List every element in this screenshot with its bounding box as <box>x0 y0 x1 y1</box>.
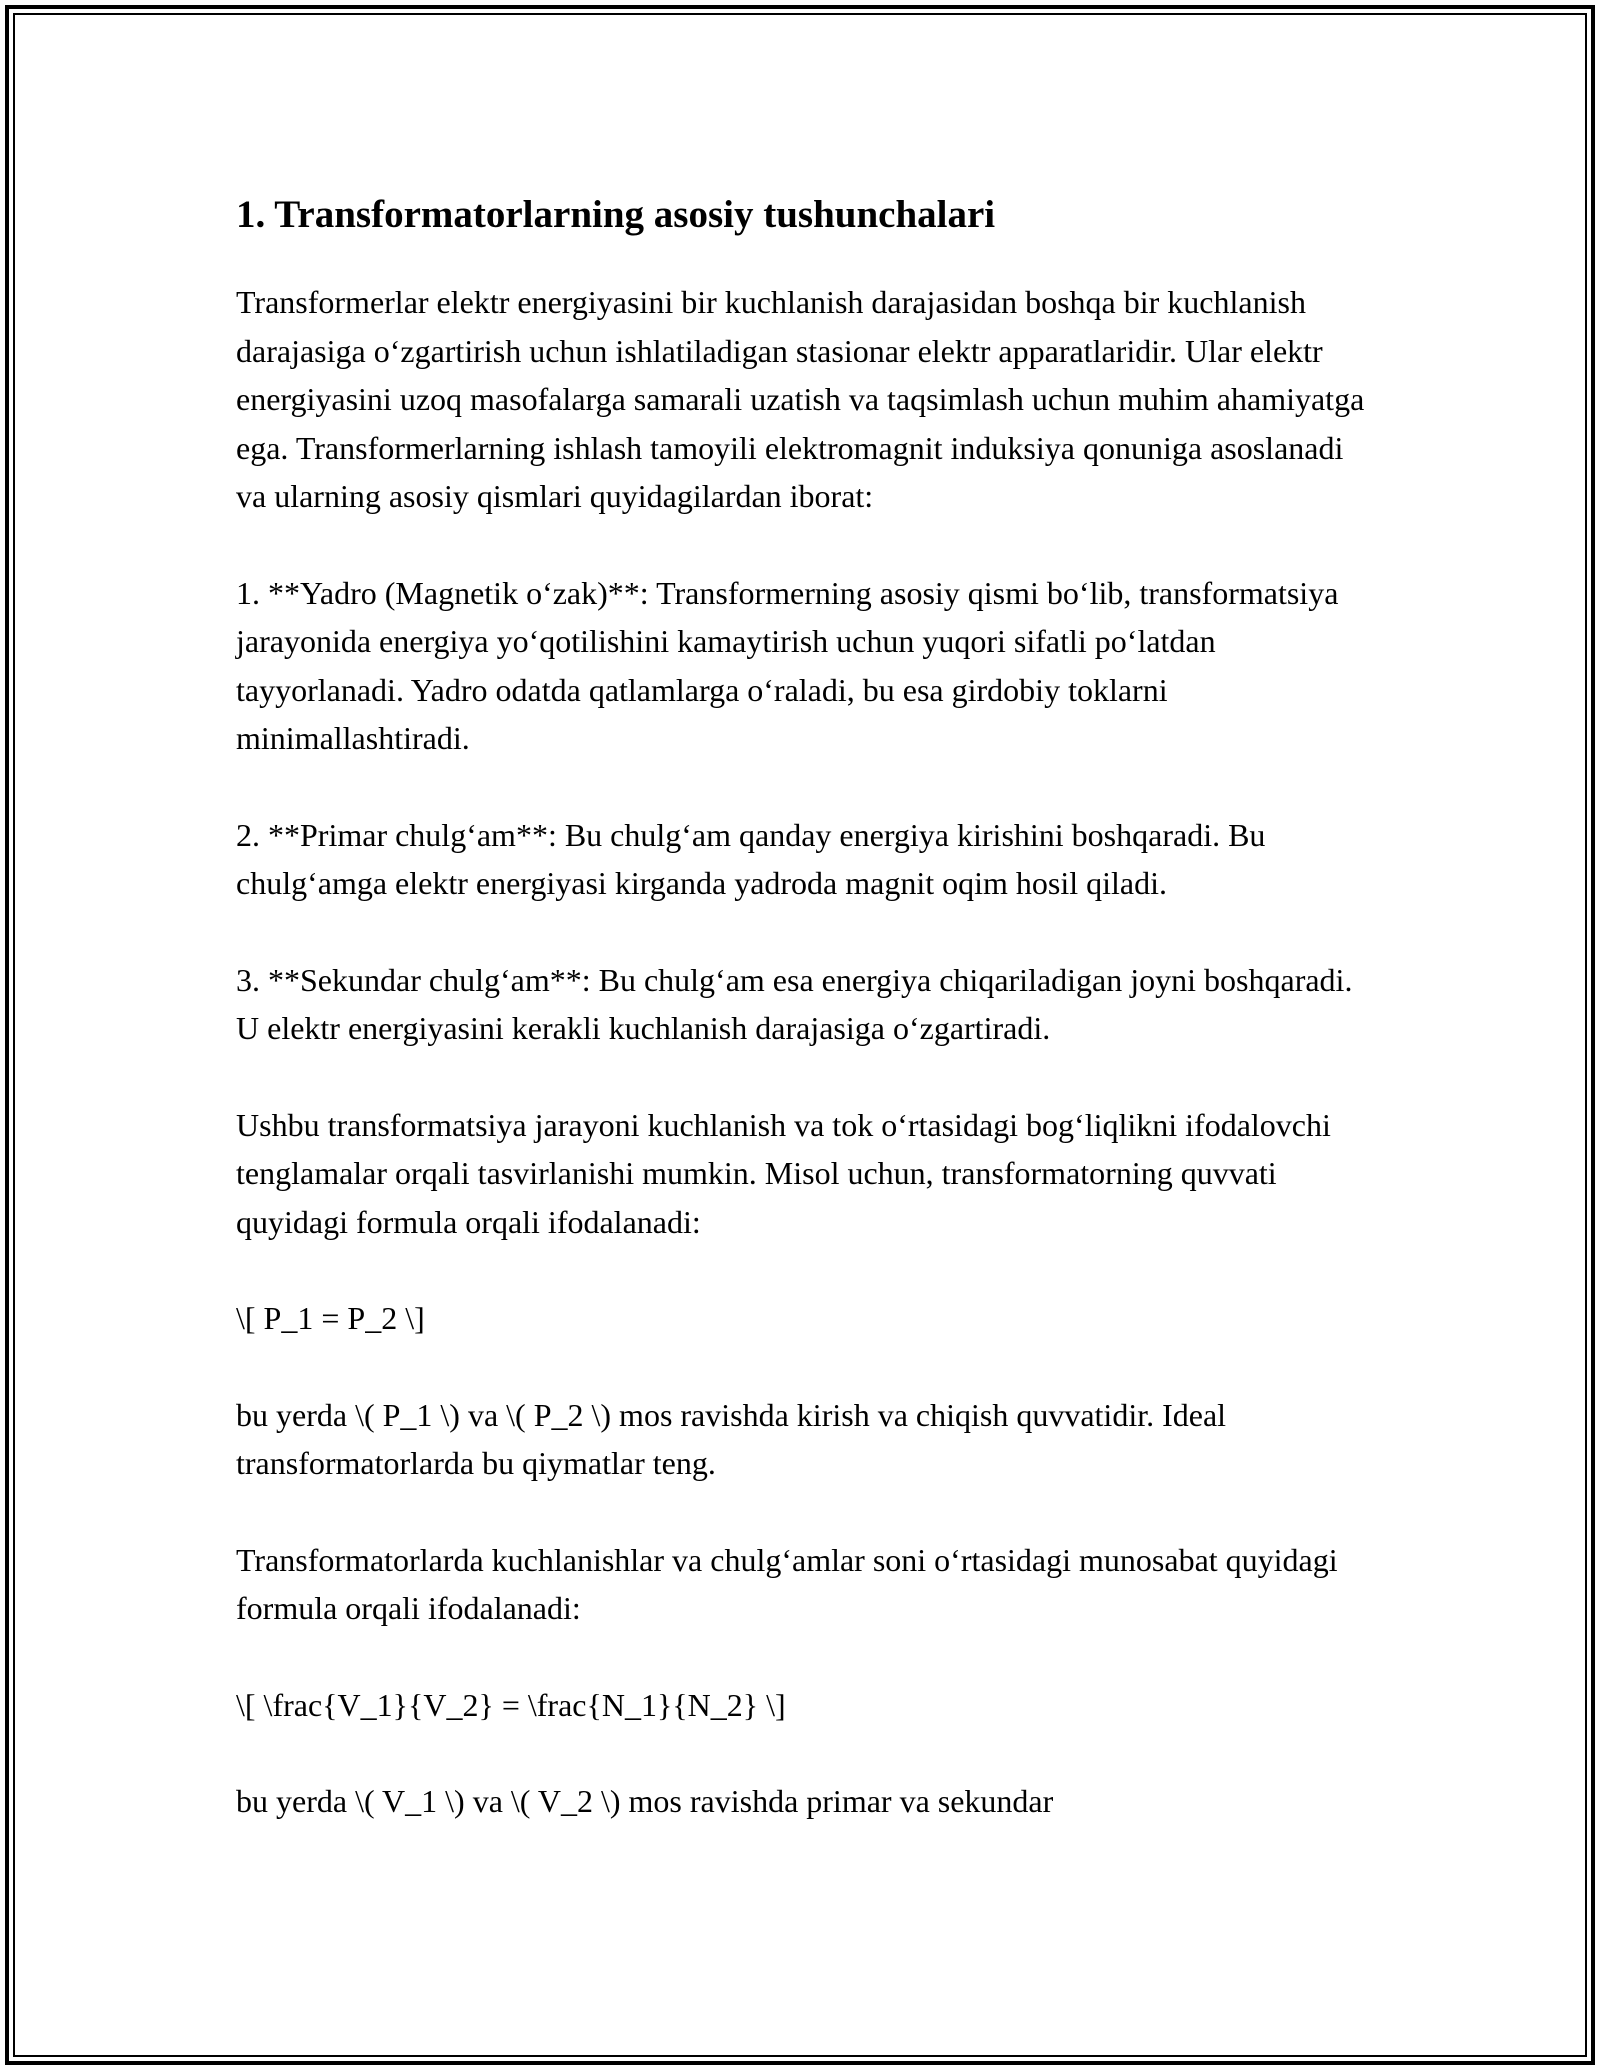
document-body <box>236 185 1376 1826</box>
voltage-ratio-paragraph: Transformatorlarda kuchlanishlar va chulg‘amlar soni o‘rtasidagi munosabat quyidagi formula orqali ifodalanadi: <box>236 1541 1338 1626</box>
list-item-secondary-winding: 3. **Sekundar chulg‘am**: Bu chulg‘am esa energiya chiqariladigan joyni boshqaradi. U elektr energiyasini kerakli kuchlanish darajasiga o‘zgartiradi. <box>236 961 1353 1046</box>
section-heading: 1. Transformatorlarning asosiy tushunchalari <box>236 193 996 236</box>
intro-paragraph: Transformerlar elektr energiyasini bir kuchlanish darajasidan boshqa bir kuchlanish darajasiga o‘zgartirish uchun ishlatiladigan stasionar elektr apparatlaridir. Ular elektr energiyasini uzoq masofalarga samarali uzatish va taqsimlash uchun muhim ahamiyatga ega. Transformerlarning ishlash tamoyili elektromagnit induksiya qonuniga asoslanadi va ularning asosiy qismlari quyidagilardan iborat: <box>236 284 1365 514</box>
power-explanation-paragraph: bu yerda \( P_1 \) va \( P_2 \) mos ravishda kirish va chiqish quvvatidir. Ideal transformatorlarda bu qiymatlar teng. <box>236 1396 1227 1481</box>
voltage-explanation-paragraph: bu yerda \( V_1 \) va \( V_2 \) mos ravishda primar va sekundar <box>236 1783 1054 1819</box>
list-item-primary-winding: 2. **Primar chulg‘am**: Bu chulg‘am qanday energiya kirishini boshqaradi. Bu chulg‘amga elektr energiyasi kirganda yadroda magnit oqim hosil qiladi. <box>236 816 1266 901</box>
list-item-core: 1. **Yadro (Magnetik o‘zak)**: Transformerning asosiy qismi bo‘lib, transformatsiya jarayonida energiya yo‘qotilishini kamaytirish uchun yuqori sifatli po‘latdan tayyorlanadi. Yadro odatda qatlamlarga o‘raladi, bu esa girdobiy toklarni minimallashtiradi. <box>236 574 1339 756</box>
voltage-ratio-formula: \[ \frac{V_1}{V_2} = \frac{N_1}{N_2} \] <box>236 1686 786 1723</box>
power-formula: \[ P_1 = P_2 \] <box>236 1300 425 1336</box>
transformation-paragraph: Ushbu transformatsiya jarayoni kuchlanish va tok o‘rtasidagi bog‘liqlikni ifodalovchi tenglamalar orqali tasvirlanishi mumkin. Misol uchun, transformatorning quvvati quyidagi formula orqali ifodalanadi: <box>236 1106 1331 1240</box>
